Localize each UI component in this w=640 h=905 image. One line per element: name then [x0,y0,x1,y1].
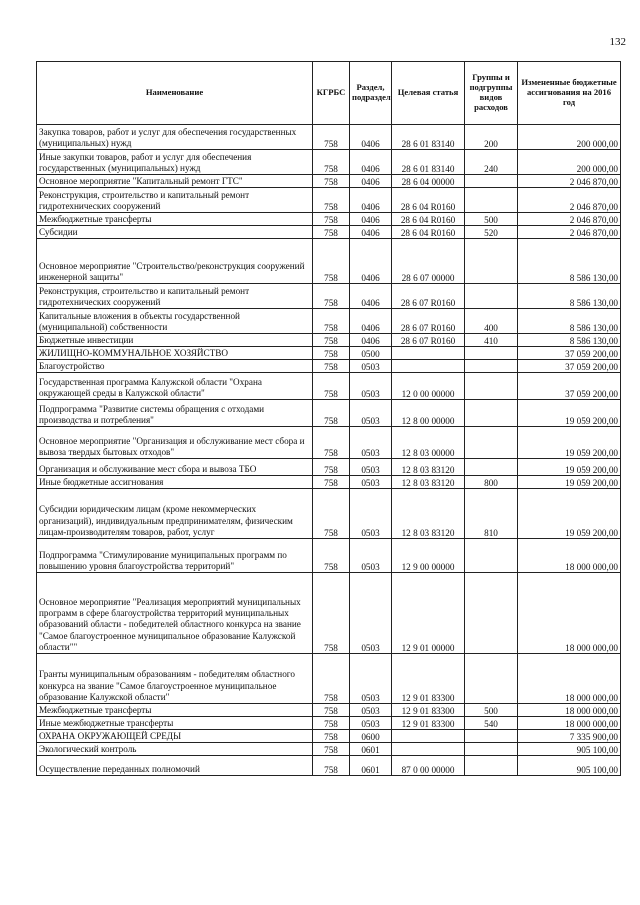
cell-razdel: 0406 [350,226,392,239]
cell-group: 400 [465,309,518,334]
cell-razdel: 0503 [350,704,392,717]
cell-name: Экологический контроль [37,743,313,756]
page-number: 132 [609,36,626,48]
cell-ktrbs: 758 [313,150,350,175]
cell-target: 12 8 00 00000 [392,400,465,427]
cell-razdel: 0503 [350,489,392,539]
cell-target: 28 6 04 R0160 [392,188,465,213]
cell-razdel: 0503 [350,459,392,476]
cell-razdel: 0406 [350,239,392,284]
column-header-razdel: Раздел, подраздел [350,62,392,125]
cell-group [465,573,518,654]
cell-ktrbs: 758 [313,654,350,704]
cell-name: ЖИЛИЩНО-КОММУНАЛЬНОЕ ХОЗЯЙСТВО [37,347,313,360]
cell-ktrbs: 758 [313,743,350,756]
cell-name: Подпрограмма "Стимулирование муниципальных программ по повышению уровня благоустройства территорий" [37,539,313,573]
cell-razdel: 0503 [350,539,392,573]
cell-amount: 18 000 000,00 [518,654,621,704]
cell-ktrbs: 758 [313,226,350,239]
cell-target [392,347,465,360]
cell-amount: 905 100,00 [518,743,621,756]
table-row [37,239,621,284]
cell-razdel: 0503 [350,427,392,459]
cell-ktrbs: 758 [313,573,350,654]
table-row [37,360,621,373]
cell-ktrbs: 758 [313,284,350,309]
cell-amount: 905 100,00 [518,756,621,776]
cell-group [465,175,518,188]
cell-ktrbs: 758 [313,188,350,213]
cell-target [392,730,465,743]
table-row [37,743,621,756]
cell-target: 12 8 03 83120 [392,489,465,539]
cell-name: Закупка товаров, работ и услуг для обеспечения государственных (муниципальных) нужд [37,125,313,150]
cell-name: Иные закупки товаров, работ и услуг для обеспечения государственных (муниципальных) нужд [37,150,313,175]
table-row [37,654,621,704]
cell-razdel: 0601 [350,743,392,756]
cell-ktrbs: 758 [313,730,350,743]
cell-amount: 18 000 000,00 [518,704,621,717]
cell-group [465,539,518,573]
table-row [37,347,621,360]
cell-group: 810 [465,489,518,539]
cell-razdel: 0406 [350,284,392,309]
cell-target: 12 8 03 83120 [392,476,465,489]
cell-target: 12 9 01 83300 [392,654,465,704]
cell-name: Основное мероприятие "Строительство/реконструкция сооружений инженерной защиты" [37,239,313,284]
table-row [37,476,621,489]
cell-name: Субсидии юридическим лицам (кроме некоммерческих организаций), индивидуальным предпринимателям, физическим лицам-производителям товаров, работ, услуг [37,489,313,539]
cell-razdel: 0503 [350,400,392,427]
cell-name: Осуществление переданных полномочий [37,756,313,776]
cell-amount: 18 000 000,00 [518,717,621,730]
table-row [37,400,621,427]
cell-ktrbs: 758 [313,334,350,347]
cell-target: 87 0 00 00000 [392,756,465,776]
cell-amount: 18 000 000,00 [518,573,621,654]
cell-group [465,360,518,373]
cell-ktrbs: 758 [313,476,350,489]
cell-ktrbs: 758 [313,539,350,573]
cell-group [465,347,518,360]
cell-group [465,743,518,756]
table-row [37,334,621,347]
cell-amount: 19 059 200,00 [518,476,621,489]
cell-group: 410 [465,334,518,347]
table-row [37,427,621,459]
cell-group [465,459,518,476]
cell-group [465,400,518,427]
cell-amount: 37 059 200,00 [518,373,621,400]
table-row [37,730,621,743]
cell-ktrbs: 758 [313,125,350,150]
cell-ktrbs: 758 [313,373,350,400]
table-row [37,226,621,239]
table-row [37,489,621,539]
cell-ktrbs: 758 [313,239,350,284]
cell-razdel: 0406 [350,175,392,188]
cell-group: 500 [465,213,518,226]
cell-ktrbs: 758 [313,309,350,334]
cell-amount: 200 000,00 [518,150,621,175]
cell-name: Гранты муниципальным образованиям - победителям областного конкурса на звание "Самое благоустроенное муниципальное образование Калужской области" [37,654,313,704]
cell-razdel: 0503 [350,573,392,654]
cell-name: Благоустройство [37,360,313,373]
table-row [37,573,621,654]
cell-ktrbs: 758 [313,489,350,539]
cell-name: Основное мероприятие "Реализация мероприятий муниципальных программ в сфере благоустройства территорий муниципальных образований области - победителей областного конкурса на звание "Самое благоустроенное муниципальное образование Калужской области"" [37,573,313,654]
cell-name: Межбюджетные трансферты [37,704,313,717]
budget-table [36,61,621,776]
cell-group: 520 [465,226,518,239]
cell-ktrbs: 758 [313,213,350,226]
cell-razdel: 0406 [350,150,392,175]
cell-amount: 19 059 200,00 [518,400,621,427]
cell-amount: 19 059 200,00 [518,489,621,539]
cell-razdel: 0500 [350,347,392,360]
cell-ktrbs: 758 [313,704,350,717]
cell-group [465,188,518,213]
cell-amount: 2 046 870,00 [518,213,621,226]
cell-amount: 8 586 130,00 [518,239,621,284]
cell-amount: 19 059 200,00 [518,427,621,459]
cell-razdel: 0503 [350,654,392,704]
cell-amount: 19 059 200,00 [518,459,621,476]
cell-name: Бюджетные инвестиции [37,334,313,347]
cell-amount: 200 000,00 [518,125,621,150]
cell-ktrbs: 758 [313,400,350,427]
table-row [37,539,621,573]
cell-razdel: 0406 [350,213,392,226]
column-header-ktrbs: КГРБС [313,62,350,125]
cell-name: Капитальные вложения в объекты государственной (муниципальной) собственности [37,309,313,334]
table-row [37,175,621,188]
cell-name: Организация и обслуживание мест сбора и вывоза ТБО [37,459,313,476]
cell-target: 28 6 04 R0160 [392,213,465,226]
cell-razdel: 0600 [350,730,392,743]
table-row [37,188,621,213]
cell-target [392,743,465,756]
cell-group [465,654,518,704]
cell-name: Подпрограмма "Развитие системы обращения с отходами производства и потребления" [37,400,313,427]
cell-name: Иные межбюджетные трансферты [37,717,313,730]
cell-target: 28 6 04 00000 [392,175,465,188]
column-header-name: Наименование [37,62,313,125]
table-row [37,213,621,226]
cell-ktrbs: 758 [313,347,350,360]
cell-group [465,730,518,743]
cell-target: 28 6 07 R0160 [392,284,465,309]
cell-name: ОХРАНА ОКРУЖАЮЩЕЙ СРЕДЫ [37,730,313,743]
cell-razdel: 0406 [350,334,392,347]
cell-target: 12 9 01 00000 [392,573,465,654]
cell-name: Основное мероприятие "Организация и обслуживание мест сбора и вывоза твердых бытовых отходов" [37,427,313,459]
table-row [37,373,621,400]
cell-name: Субсидии [37,226,313,239]
column-header-group: Группы и подгруппы видов расходов [465,62,518,125]
cell-amount: 7 335 900,00 [518,730,621,743]
cell-ktrbs: 758 [313,717,350,730]
cell-razdel: 0503 [350,360,392,373]
cell-group: 200 [465,125,518,150]
cell-ktrbs: 758 [313,756,350,776]
cell-group [465,373,518,400]
table-row [37,284,621,309]
table-row [37,704,621,717]
cell-amount: 8 586 130,00 [518,334,621,347]
cell-target: 12 9 00 00000 [392,539,465,573]
cell-group: 800 [465,476,518,489]
cell-target: 12 9 01 83300 [392,704,465,717]
cell-amount: 8 586 130,00 [518,309,621,334]
cell-amount: 37 059 200,00 [518,347,621,360]
cell-amount: 2 046 870,00 [518,175,621,188]
cell-group: 540 [465,717,518,730]
cell-group [465,284,518,309]
cell-target: 12 0 00 00000 [392,373,465,400]
cell-name: Иные бюджетные ассигнования [37,476,313,489]
cell-target: 28 6 04 R0160 [392,226,465,239]
cell-ktrbs: 758 [313,427,350,459]
cell-amount: 37 059 200,00 [518,360,621,373]
column-header-target: Целевая статья [392,62,465,125]
cell-group [465,756,518,776]
table-row [37,717,621,730]
cell-group: 240 [465,150,518,175]
cell-name: Межбюджетные трансферты [37,213,313,226]
cell-razdel: 0406 [350,309,392,334]
cell-razdel: 0503 [350,373,392,400]
table-row [37,756,621,776]
cell-target: 28 6 07 R0160 [392,309,465,334]
table-row [37,459,621,476]
cell-amount: 18 000 000,00 [518,539,621,573]
cell-amount: 2 046 870,00 [518,188,621,213]
cell-name: Основное мероприятие "Капитальный ремонт ГТС" [37,175,313,188]
table-row [37,309,621,334]
cell-amount: 2 046 870,00 [518,226,621,239]
cell-name: Реконструкция, строительство и капитальный ремонт гидротехнических сооружений [37,188,313,213]
table-row [37,150,621,175]
cell-ktrbs: 758 [313,459,350,476]
cell-razdel: 0503 [350,717,392,730]
cell-target: 28 6 01 83140 [392,125,465,150]
cell-target: 12 8 03 00000 [392,427,465,459]
cell-group [465,239,518,284]
cell-target: 28 6 07 R0160 [392,334,465,347]
cell-razdel: 0601 [350,756,392,776]
cell-razdel: 0406 [350,188,392,213]
cell-group: 500 [465,704,518,717]
column-header-amount: Измененные бюджетные ассигнования на 2016 год [518,62,621,125]
cell-ktrbs: 758 [313,175,350,188]
cell-group [465,427,518,459]
cell-razdel: 0406 [350,125,392,150]
table-row [37,125,621,150]
cell-target [392,360,465,373]
cell-name: Реконструкция, строительство и капитальный ремонт гидротехнических сооружений [37,284,313,309]
cell-target: 12 8 03 83120 [392,459,465,476]
cell-target: 28 6 01 83140 [392,150,465,175]
cell-razdel: 0503 [350,476,392,489]
table-header-row [37,62,621,125]
cell-name: Государственная программа Калужской области "Охрана окружающей среды в Калужской области" [37,373,313,400]
cell-ktrbs: 758 [313,360,350,373]
cell-amount: 8 586 130,00 [518,284,621,309]
cell-target: 12 9 01 83300 [392,717,465,730]
cell-target: 28 6 07 00000 [392,239,465,284]
